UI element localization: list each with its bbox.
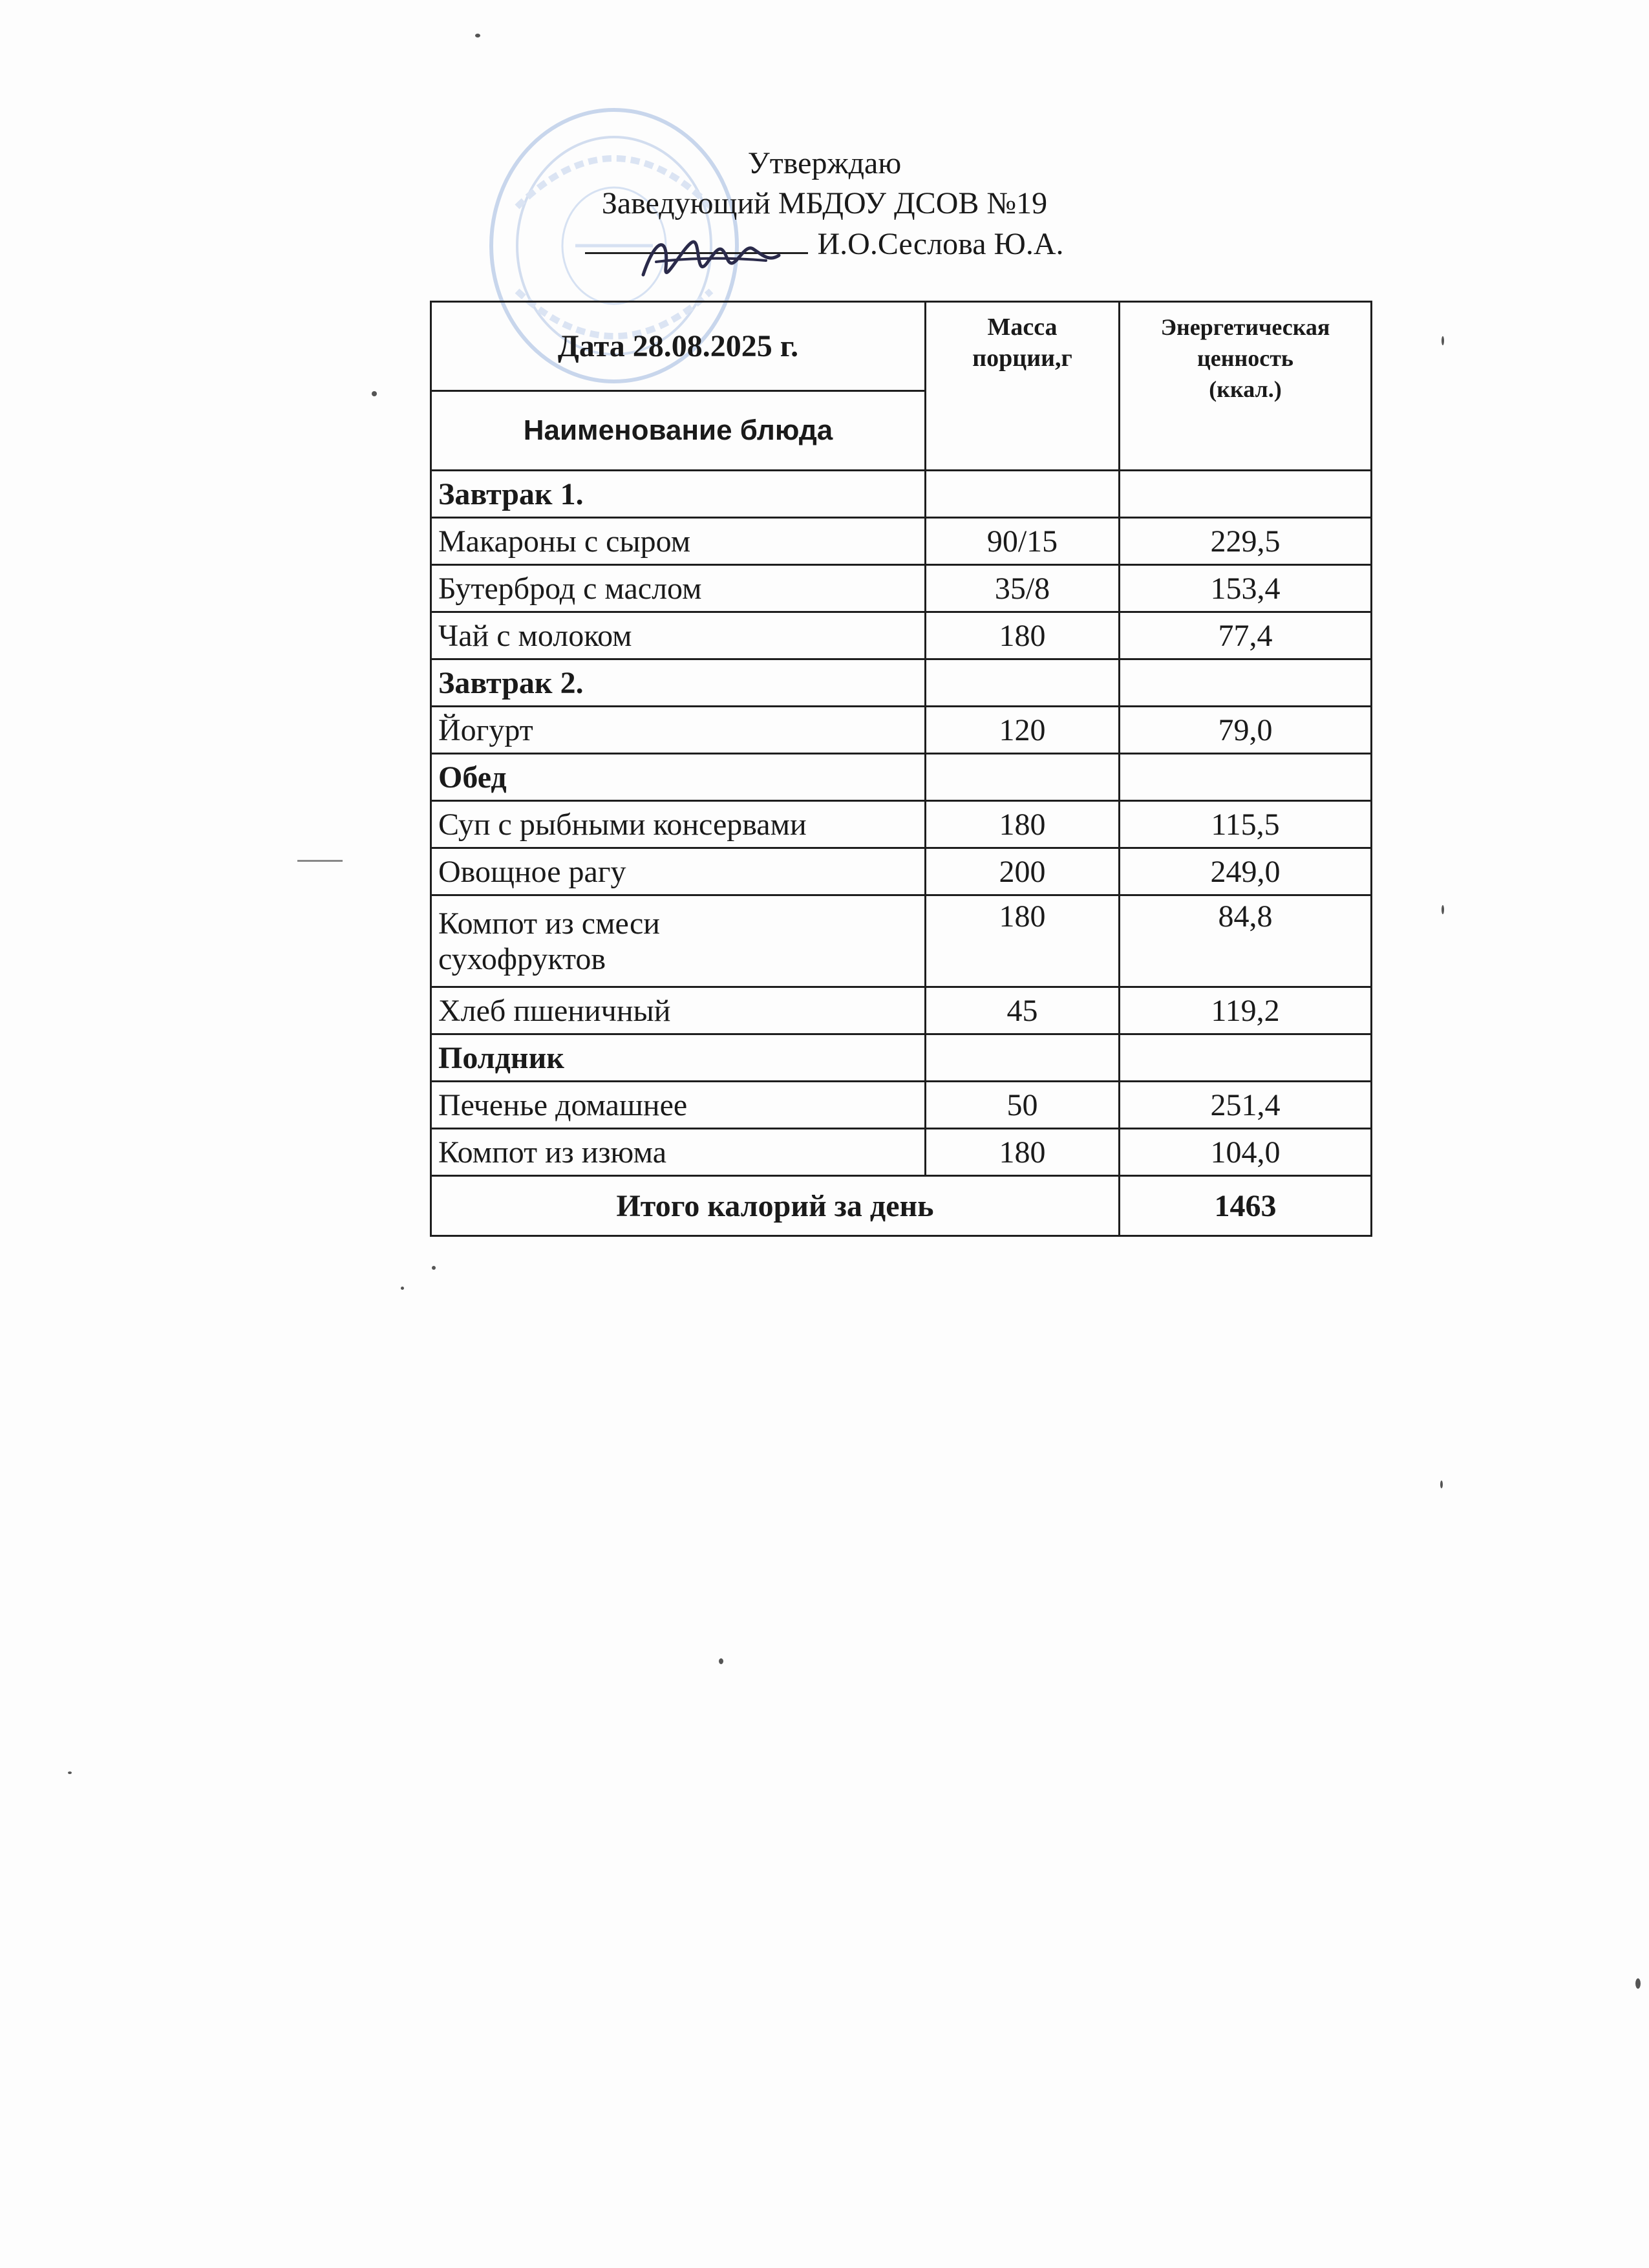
energy-cell <box>1120 1034 1372 1082</box>
mass-cell: 120 <box>926 707 1120 754</box>
energy-cell: 104,0 <box>1120 1129 1372 1176</box>
energy-cell: 79,0 <box>1120 707 1372 754</box>
table-row <box>431 612 1372 659</box>
mass-cell: 35/8 <box>926 565 1120 612</box>
menu-table <box>430 301 1372 1237</box>
handwritten-signature <box>630 223 785 294</box>
energy-cell: 119,2 <box>1120 987 1372 1034</box>
table-row <box>431 1082 1372 1129</box>
table-row <box>431 895 1372 987</box>
table-row <box>431 565 1372 612</box>
energy-cell <box>1120 659 1372 707</box>
scan-speck <box>475 34 480 37</box>
table-row-section <box>431 659 1372 707</box>
energy-cell: 84,8 <box>1120 895 1372 987</box>
energy-cell: 249,0 <box>1120 848 1372 895</box>
approval-signer: И.О.Сеслова Ю.А. <box>817 227 1064 261</box>
energy-cell: 115,5 <box>1120 801 1372 848</box>
energy-header-line2: ценность <box>1197 345 1293 371</box>
table-row-section <box>431 754 1372 801</box>
approval-position: Заведующий МБДОУ ДСОВ №19 <box>601 186 1048 220</box>
section-name: Обед <box>431 754 926 801</box>
dish-name: Макароны с сыром <box>431 518 926 565</box>
mass-header-line1: Масса <box>987 314 1058 341</box>
scan-speck <box>719 1658 723 1664</box>
dish-name-line2: сухофруктов <box>438 941 606 976</box>
table-row-section <box>431 1034 1372 1082</box>
dish-name-line1: Компот из смеси <box>438 906 660 941</box>
section-name: Завтрак 1. <box>431 471 926 518</box>
mass-cell: 90/15 <box>926 518 1120 565</box>
mass-cell: 180 <box>926 1129 1120 1176</box>
dish-name: Печенье домашнее <box>431 1082 926 1129</box>
table-row <box>431 707 1372 754</box>
scan-speck <box>1635 1978 1641 1989</box>
dish-name-header: Наименование блюда <box>431 391 926 471</box>
table-row <box>431 801 1372 848</box>
table-row <box>431 987 1372 1034</box>
mass-cell: 180 <box>926 612 1120 659</box>
energy-cell: 153,4 <box>1120 565 1372 612</box>
table-row-section <box>431 471 1372 518</box>
scan-speck <box>401 1287 404 1290</box>
mass-cell: 180 <box>926 801 1120 848</box>
scan-speck <box>1442 336 1444 345</box>
mass-cell: 180 <box>926 895 1120 987</box>
mass-cell: 50 <box>926 1082 1120 1129</box>
dish-name: Суп с рыбными консервами <box>431 801 926 848</box>
total-value: 1463 <box>1120 1176 1372 1236</box>
dish-name: Бутерброд с маслом <box>431 565 926 612</box>
energy-cell <box>1120 754 1372 801</box>
mass-cell: 45 <box>926 987 1120 1034</box>
table-row <box>431 848 1372 895</box>
dish-name <box>431 895 926 987</box>
section-name: Завтрак 2. <box>431 659 926 707</box>
energy-header <box>1120 302 1372 471</box>
date-cell: Дата 28.08.2025 г. <box>431 302 926 391</box>
scan-speck <box>297 860 343 862</box>
table-row <box>431 1129 1372 1176</box>
dish-name: Йогурт <box>431 707 926 754</box>
total-label: Итого калорий за день <box>431 1176 1120 1236</box>
scan-speck <box>1442 905 1444 914</box>
energy-cell: 251,4 <box>1120 1082 1372 1129</box>
dish-name: Овощное рагу <box>431 848 926 895</box>
mass-cell <box>926 471 1120 518</box>
dish-name: Чай с молоком <box>431 612 926 659</box>
mass-cell <box>926 659 1120 707</box>
approval-title: Утверждаю <box>747 146 902 180</box>
energy-header-line3: (ккал.) <box>1209 376 1282 402</box>
table-row <box>431 518 1372 565</box>
energy-cell <box>1120 471 1372 518</box>
mass-cell: 200 <box>926 848 1120 895</box>
mass-header <box>926 302 1120 471</box>
section-name: Полдник <box>431 1034 926 1082</box>
energy-cell: 77,4 <box>1120 612 1372 659</box>
scan-speck <box>68 1771 72 1774</box>
energy-cell: 229,5 <box>1120 518 1372 565</box>
scan-speck <box>1440 1481 1443 1488</box>
scan-speck <box>432 1266 436 1270</box>
energy-header-line1: Энергетическая <box>1160 314 1330 340</box>
approval-block <box>0 144 1649 264</box>
total-row <box>431 1176 1372 1236</box>
mass-cell <box>926 1034 1120 1082</box>
scan-speck <box>372 391 377 396</box>
dish-name: Компот из изюма <box>431 1129 926 1176</box>
header-row-date <box>431 302 1372 391</box>
mass-cell <box>926 754 1120 801</box>
dish-name: Хлеб пшеничный <box>431 987 926 1034</box>
mass-header-line2: порции,г <box>972 345 1072 372</box>
